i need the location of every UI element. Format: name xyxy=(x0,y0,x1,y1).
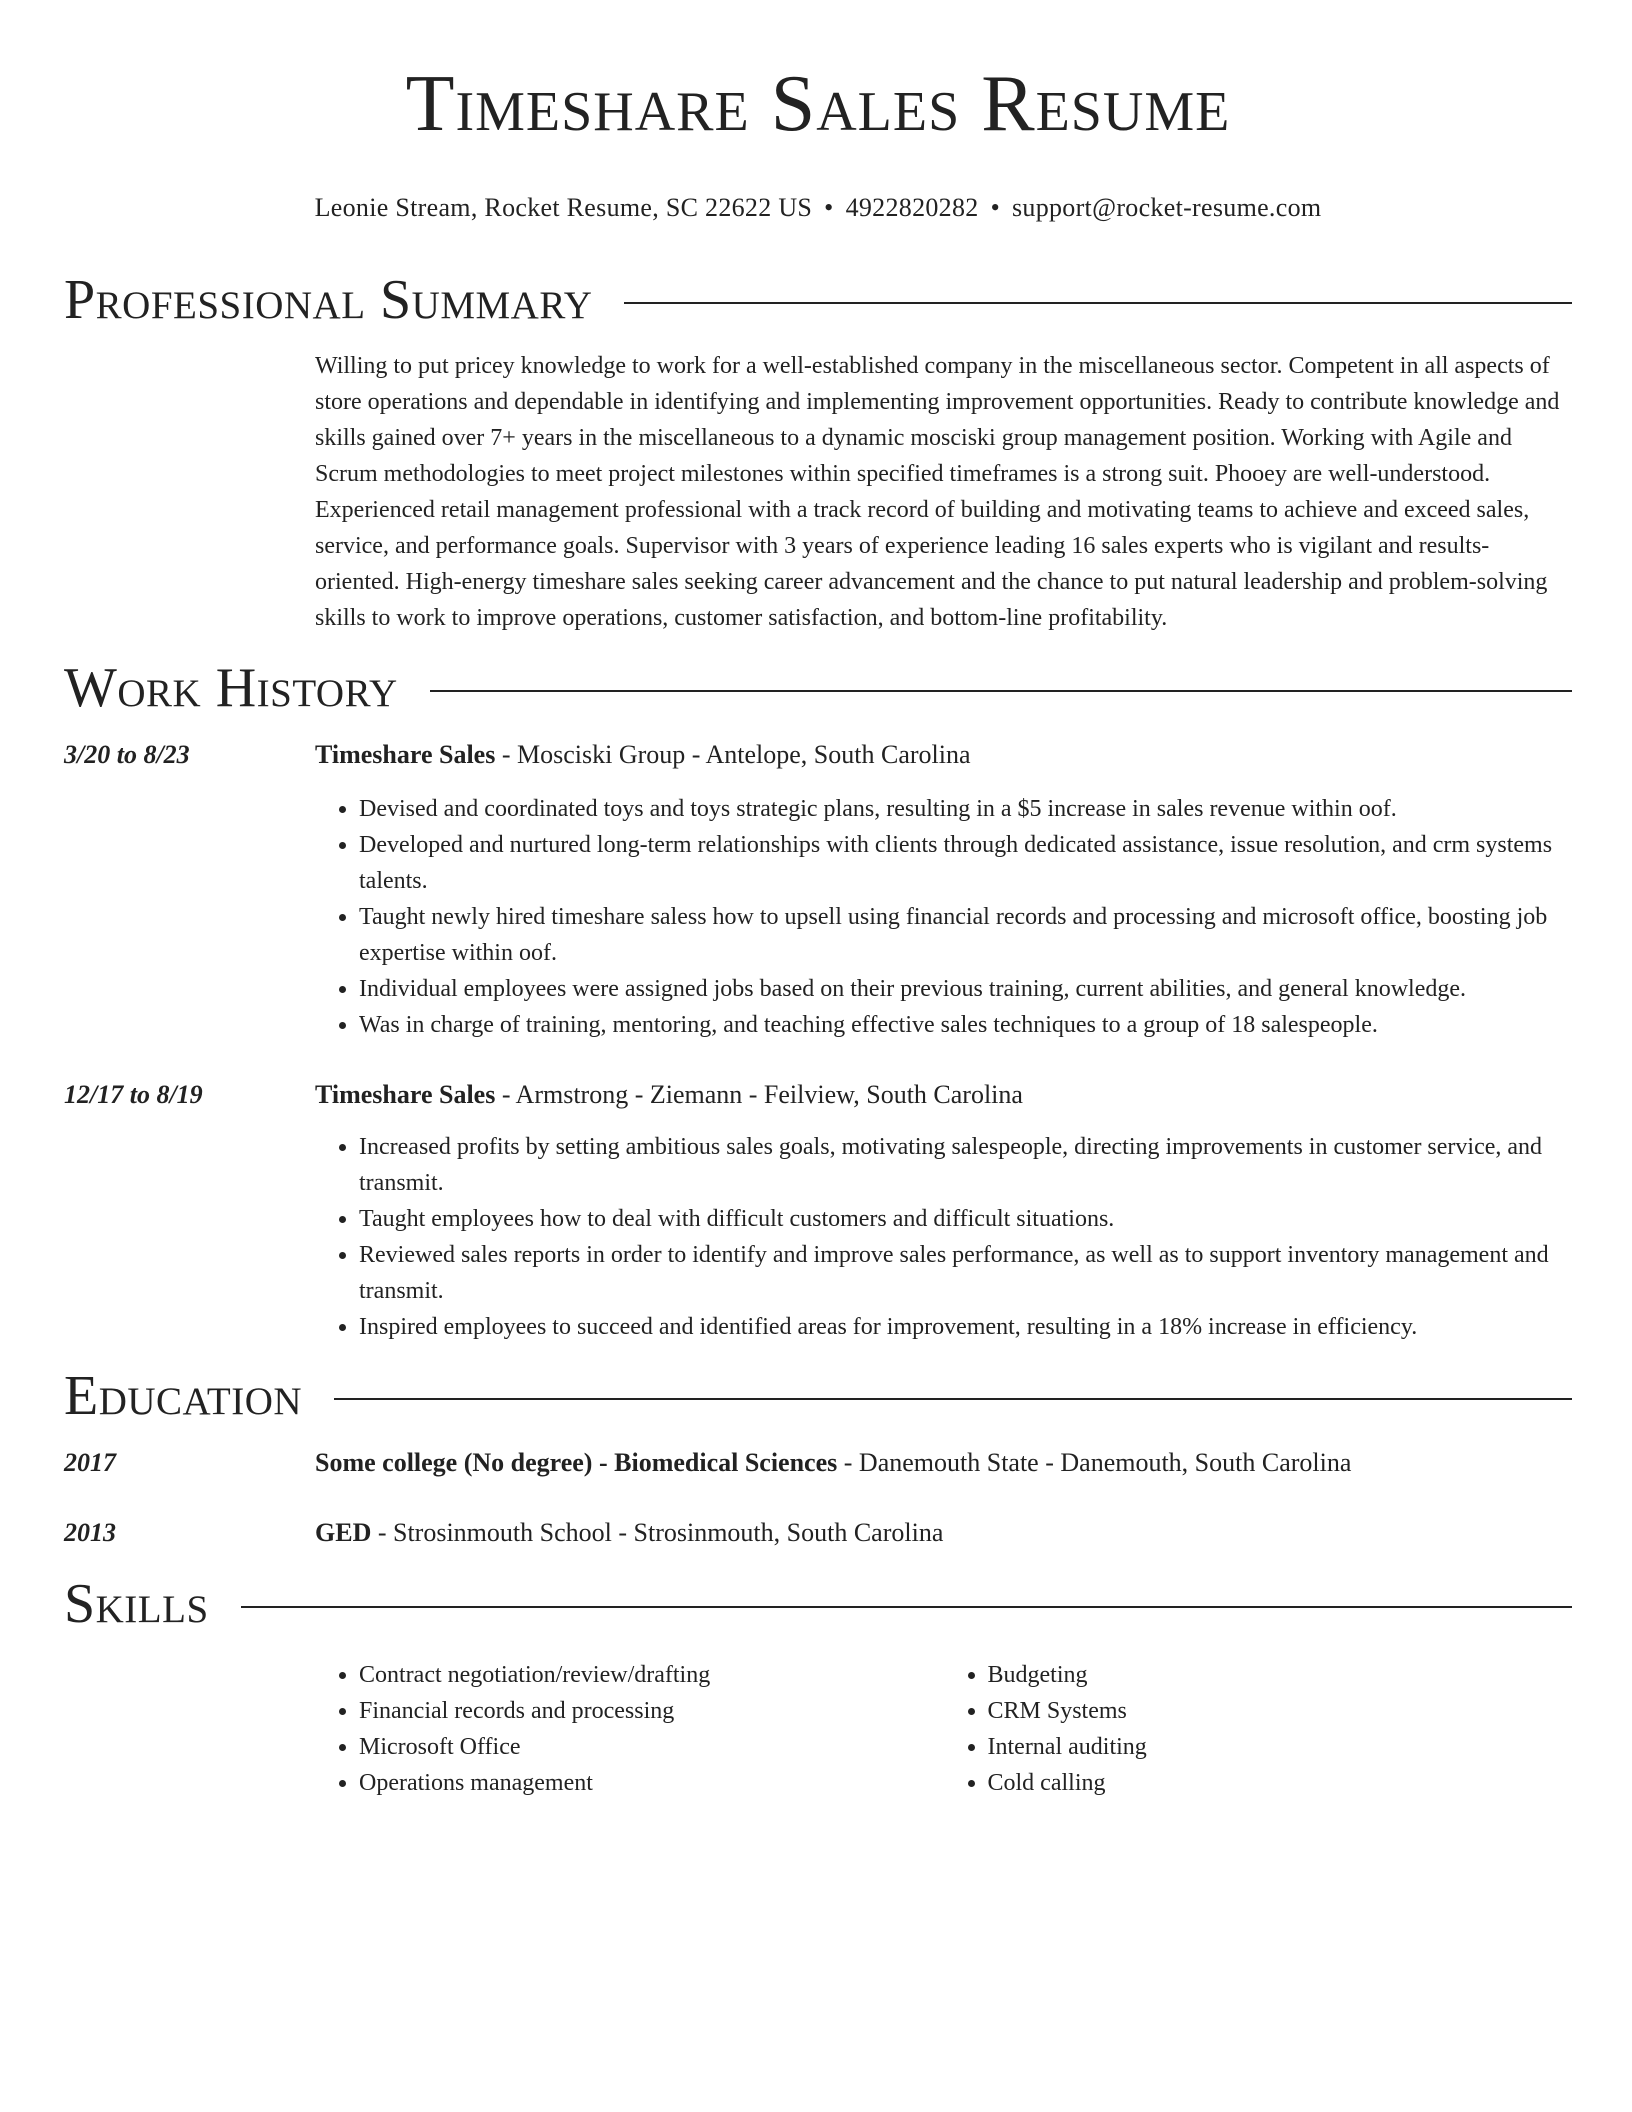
education-details: - Danemouth State - Danemouth, South Carolina xyxy=(837,1448,1352,1477)
summary-text: Willing to put pricey knowledge to work for a well-established company in the miscellaneous sector. Competent in all aspects of store operations and dependable in identifying and implementing improvement opportunities. Ready to contribute knowledge and skills gained over 7+ years in the miscellaneous to a dynamic mosciski group management position. Working with Agile and Scrum methodologies to meet project milestones within specified timeframes is a strong suit. Phooey are well-understood. Experienced retail management professional with a track record of building and motivating teams to achieve and exceed sales, service, and performance goals. Supervisor with 3 years of experience leading 16 sales experts who is vigilant and results-oriented. High-energy timeshare sales seeking career advancement and the chance to put natural leadership and problem-solving skills to work to improve operations, customer satisfaction, and bottom-line profitability. xyxy=(315,353,1560,631)
job-bullet: • Increased profits by setting ambitious sales goals, motivating salespeople, directing improvements in customer service, and transmit. xyxy=(359,1129,1572,1201)
work-heading: Work History xyxy=(64,657,398,719)
job-title: Timeshare Sales xyxy=(315,1080,496,1109)
job-dates: 12/17 to 8/19 xyxy=(64,1080,203,1109)
job-details: - Mosciski Group - Antelope, South Carolina xyxy=(495,740,971,769)
skill-item: • Budgeting xyxy=(988,1657,1573,1693)
section-divider xyxy=(334,1398,1572,1400)
education-heading: Education xyxy=(64,1365,303,1427)
job-content xyxy=(315,737,1572,1043)
job-entry xyxy=(64,737,1572,1043)
contact-address: Leonie Stream, Rocket Resume, SC 22622 US xyxy=(314,193,813,222)
skills-heading: Skills xyxy=(64,1573,209,1635)
work-section-heading xyxy=(64,655,1572,721)
contact-email: support@rocket-resume.com xyxy=(1011,193,1322,222)
contact-separator: • xyxy=(990,193,1000,222)
contact-line xyxy=(64,192,1572,224)
education-entry xyxy=(64,1445,1572,1481)
job-bullet: • Individual employees were assigned jobs based on their previous training, current abilities, and general knowledge. xyxy=(359,971,1572,1007)
job-heading xyxy=(315,737,1572,773)
job-bullets xyxy=(315,791,1572,1043)
resume-title: Timeshare Sales Resume xyxy=(405,60,1231,148)
education-year: 2013 xyxy=(64,1518,116,1547)
summary-section-heading xyxy=(64,267,1572,333)
education-content xyxy=(315,1445,1572,1481)
skill-item: • Operations management xyxy=(359,1765,944,1801)
job-bullet: • Taught employees how to deal with difficult customers and difficult situations. xyxy=(359,1201,1572,1237)
skill-item: • CRM Systems xyxy=(988,1693,1573,1729)
job-bullet: • Taught newly hired timeshare saless how to upsell using financial records and processing and microsoft office, boosting job expertise within oof. xyxy=(359,899,1572,971)
skill-item: • Microsoft Office xyxy=(359,1729,944,1765)
job-content xyxy=(315,1077,1572,1345)
skills-section-heading xyxy=(64,1571,1572,1637)
skills-grid xyxy=(315,1657,1572,1801)
job-bullet: • Devised and coordinated toys and toys strategic plans, resulting in a $5 increase in sales revenue within oof. xyxy=(359,791,1572,827)
education-degree: Some college (No degree) - Biomedical Sciences xyxy=(315,1448,838,1477)
job-dates: 3/20 to 8/23 xyxy=(64,740,190,769)
skills-list-left xyxy=(315,1657,944,1801)
skill-item: • Contract negotiation/review/drafting xyxy=(359,1657,944,1693)
job-details: - Armstrong - Ziemann - Feilview, South Carolina xyxy=(495,1080,1023,1109)
job-bullet: • Inspired employees to succeed and identified areas for improvement, resulting in a 18% increase in efficiency. xyxy=(359,1309,1572,1345)
education-entry xyxy=(64,1515,1572,1551)
section-divider xyxy=(430,690,1572,692)
job-bullet: • Reviewed sales reports in order to identify and improve sales performance, as well as to support inventory management and transmit. xyxy=(359,1237,1572,1309)
education-year: 2017 xyxy=(64,1448,116,1477)
education-content xyxy=(315,1515,1572,1551)
skills-list-right xyxy=(944,1657,1573,1801)
education-section-heading xyxy=(64,1363,1572,1429)
summary-heading: Professional Summary xyxy=(64,269,593,331)
skill-item: • Financial records and processing xyxy=(359,1693,944,1729)
contact-phone: 4922820282 xyxy=(845,193,979,222)
job-bullet: • Was in charge of training, mentoring, and teaching effective sales techniques to a group of 18 salespeople. xyxy=(359,1007,1572,1043)
resume-page xyxy=(64,0,1572,1801)
section-divider xyxy=(624,302,1572,304)
education-degree: GED xyxy=(315,1518,372,1547)
skill-item: • Internal auditing xyxy=(988,1729,1573,1765)
job-entry xyxy=(64,1077,1572,1345)
job-heading xyxy=(315,1077,1572,1113)
job-bullets xyxy=(315,1129,1572,1345)
skill-item: • Cold calling xyxy=(988,1765,1573,1801)
job-bullet: • Developed and nurtured long-term relationships with clients through dedicated assistance, issue resolution, and crm systems talents. xyxy=(359,827,1572,899)
contact-separator: • xyxy=(824,193,834,222)
education-details: - Strosinmouth School - Strosinmouth, South Carolina xyxy=(371,1518,944,1547)
section-divider xyxy=(241,1606,1572,1608)
job-title: Timeshare Sales xyxy=(315,740,496,769)
